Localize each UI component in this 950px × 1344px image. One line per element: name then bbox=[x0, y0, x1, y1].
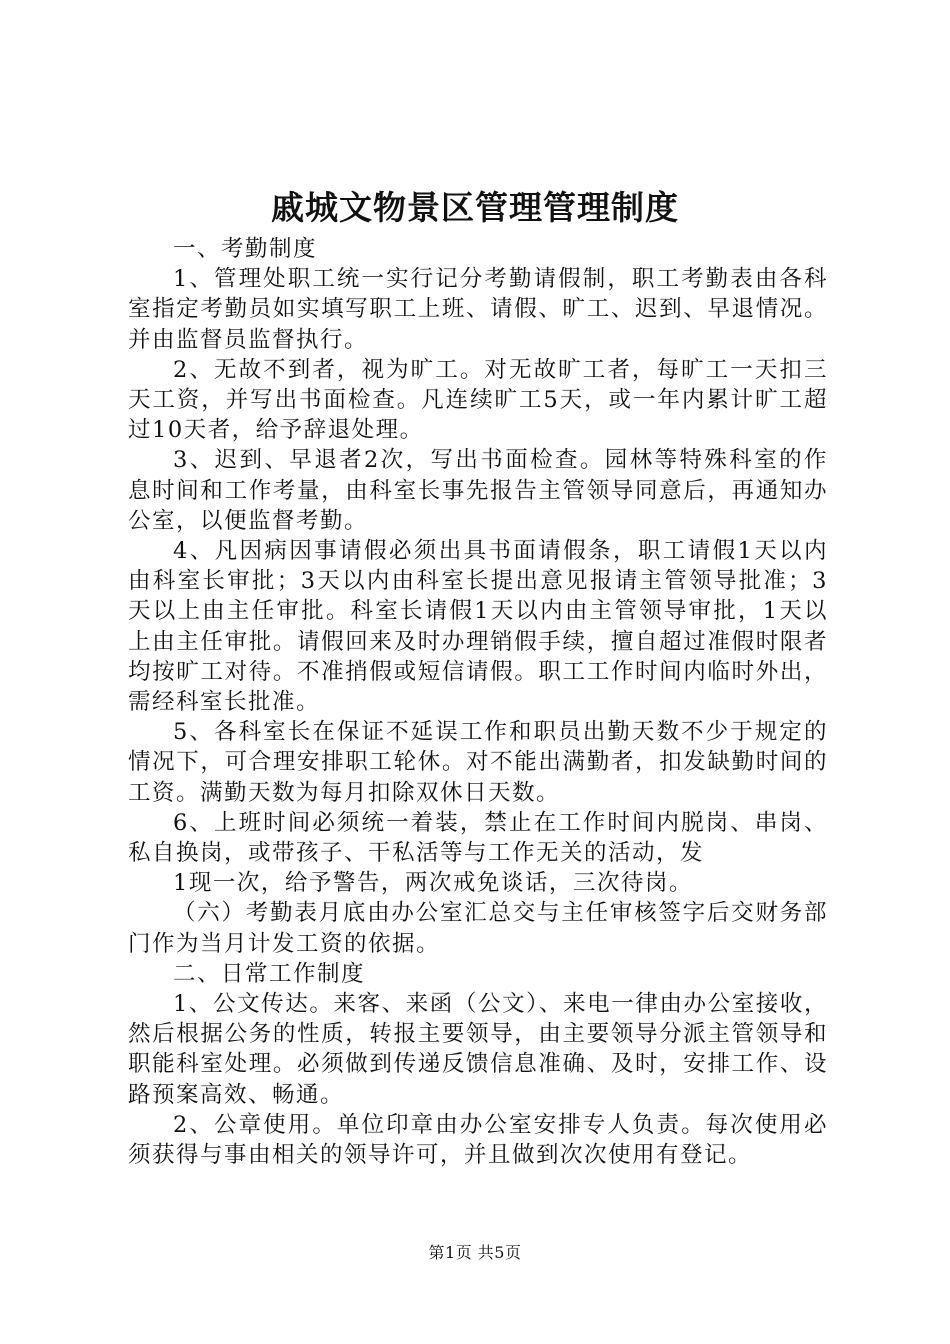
section-heading-daily-work: 二、日常工作制度 bbox=[173, 960, 366, 987]
section-heading-attendance: 一、考勤制度 bbox=[173, 236, 318, 262]
paragraph: （六）考勤表月底由办公室汇总交与主任审核签字后交财务部门作为当月计发工资的依据。 bbox=[128, 900, 828, 957]
paragraph: 6、上班时间必须统一着装，禁止在工作时间内脱岗、串岗、私自换岗，或带孩子、干私活等与工作无关的活动，发 bbox=[128, 809, 828, 867]
paragraph: 4、凡因病因事请假必须出具书面请假条，职工请假1天以内由科室长审批；3天以内由科室长提出意见报请主管领导批准；3天以上由主任审批。科室长请假1天以内由主管领导审批，1天以上由主任审批。请假回来及时办理销假手续，擅自超过准假时限者均按旷工对待。不准捎假或短信请假。职工工作时间内临时外出，需经科室长批准。 bbox=[128, 538, 828, 716]
paragraph: 2、无故不到者，视为旷工。对无故旷工者，每旷工一天扣三天工资，并写出书面检查。凡连续旷工5天，或一年内累计旷工超过10天者，给予辞退处理。 bbox=[128, 356, 828, 444]
paragraph: 1、公文传达。来客、来函（公文）、来电一律由办公室接收，然后根据公务的性质，转报主要领导，由主要领导分派主管领导和职能科室处理。必须做到传递反馈信息准确、及时，安排工作、设路预案高效、畅通。 bbox=[128, 991, 828, 1108]
paragraph: 1现一次，给予警告，两次戒免谈话，三次待岗。 bbox=[173, 870, 693, 897]
paragraph: 1、管理处职工统一实行记分考勤请假制，职工考勤表由各科室指定考勤员如实填写职工上班、请假、旷工、迟到、早退情况。并由监督员监督执行。 bbox=[128, 266, 828, 353]
paragraph: 2、公章使用。单位印章由办公室安排专人负责。每次使用必须获得与事由相关的领导许可，并且做到次次使用有登记。 bbox=[128, 1111, 828, 1169]
paragraph: 3、迟到、早退者2次，写出书面检查。园林等特殊科室的作息时间和工作考量，由科室长事先报告主管领导同意后，再通知办公室，以便监督考勤。 bbox=[128, 447, 828, 534]
document-title: 戚城文物景区管理管理制度 bbox=[271, 188, 679, 227]
document-body bbox=[128, 234, 828, 1170]
paragraph: 5、各科室长在保证不延误工作和职员出勤天数不少于规定的情况下，可合理安排职工轮休。对不能出满勤者，扣发缺勤时间的工资。满勤天数为每月扣除双休日天数。 bbox=[128, 719, 828, 806]
page-footer: 第1页 共5页 bbox=[428, 1243, 522, 1262]
